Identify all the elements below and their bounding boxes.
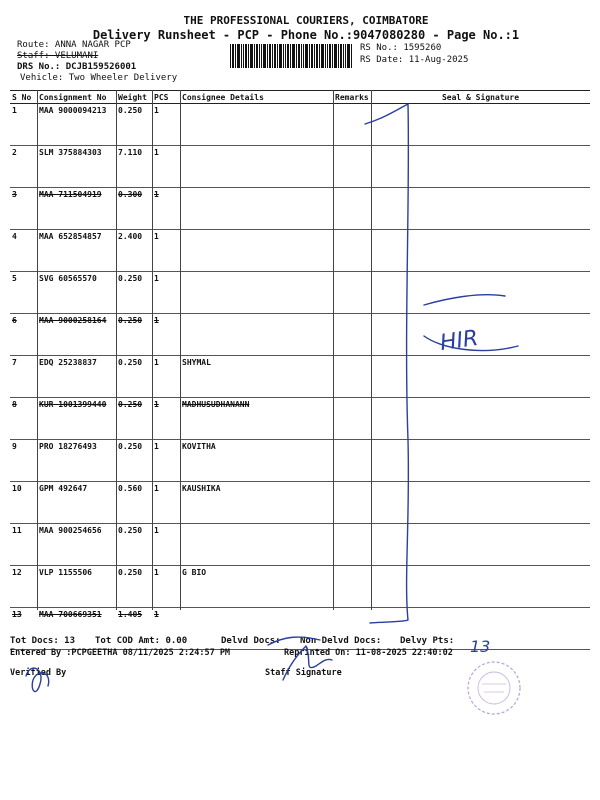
row-weight: 0.250 <box>116 104 152 146</box>
row-weight: 2.400 <box>116 230 152 272</box>
row-sno: 1 <box>10 104 37 146</box>
row-weight: 0.300 <box>116 188 152 230</box>
verified-by: Verified By <box>10 668 67 678</box>
row-consignment-no: MAA 700669351 <box>37 608 116 650</box>
row-pcs: 1 <box>152 104 180 146</box>
verified-signature <box>26 668 49 691</box>
row-weight: 7.110 <box>116 146 152 188</box>
delivery-points: Delvy Pts: <box>400 636 455 646</box>
col-sno: S No <box>10 91 37 104</box>
drs-number: DRS No.: DCJB159526001 <box>17 62 137 72</box>
row-pcs: 1 <box>152 440 180 482</box>
row-weight: 0.250 <box>116 566 152 608</box>
row-consignment-no: VLP 1155506 <box>37 566 116 608</box>
staff: Staff: VELUMANI <box>17 51 99 61</box>
row-sno: 12 <box>10 566 37 608</box>
row-consignment-no: MAA 900254656 <box>37 524 116 566</box>
row-consignment-no: PRO 18276493 <box>37 440 116 482</box>
vehicle: Vehicle: Two Wheeler Delivery <box>20 73 178 83</box>
row-sno: 10 <box>10 482 37 524</box>
row-weight: 0.250 <box>116 272 152 314</box>
rs-number: RS No.: 1595260 <box>360 43 442 53</box>
row-sno: 4 <box>10 230 37 272</box>
col-pcs: PCS <box>152 91 180 104</box>
row-consignee: KOVITHA <box>180 440 333 482</box>
col-seal-signature: Seal & Signature <box>371 91 590 104</box>
row-pcs: 1 <box>152 272 180 314</box>
row-sno: 13 <box>10 608 37 650</box>
delivered-tick-stroke <box>268 637 320 645</box>
row-pcs: 1 <box>152 230 180 272</box>
signature-bracket-stroke <box>365 104 408 623</box>
col-consignment: Consignment No <box>37 91 116 104</box>
row-sno: 5 <box>10 272 37 314</box>
count-handwriting: 13 <box>470 637 491 656</box>
row-consignment-no: GPM 492647 <box>37 482 116 524</box>
row-sno: 3 <box>10 188 37 230</box>
row-sno: 2 <box>10 146 37 188</box>
row-consignment-no: SLM 375884303 <box>37 146 116 188</box>
col-weight: Weight <box>116 91 152 104</box>
non-delivered-docs: Non Delvd Docs: <box>300 636 382 646</box>
company-name: THE PROFESSIONAL COURIERS, COIMBATORE <box>183 14 429 27</box>
row-consignment-no: MAA 9000094213 <box>37 104 116 146</box>
row-pcs: 1 <box>152 314 180 356</box>
row-pcs: 1 <box>152 188 180 230</box>
row-sno: 7 <box>10 356 37 398</box>
row-pcs: 1 <box>152 146 180 188</box>
row-weight: 0.560 <box>116 482 152 524</box>
row-weight: 0.250 <box>116 356 152 398</box>
remark-handwriting: HIR <box>438 325 480 357</box>
row-weight: 0.250 <box>116 524 152 566</box>
row-pcs: 1 <box>152 566 180 608</box>
row-consignee: MADHUSUDHANANN <box>180 398 333 440</box>
delivered-docs: Delvd Docs: <box>221 636 281 646</box>
row-consignee: KAUSHIKA <box>180 482 333 524</box>
rs-date: RS Date: 11-Aug-2025 <box>360 55 469 65</box>
row-sno: 6 <box>10 314 37 356</box>
row-consignment-no: EDQ 25238837 <box>37 356 116 398</box>
row-pcs: 1 <box>152 356 180 398</box>
row-pcs: 1 <box>152 398 180 440</box>
company-stamp-icon <box>468 662 520 714</box>
row-pcs: 1 <box>152 482 180 524</box>
reprinted-on: Reprinted On: 11-08-2025 22:40:02 <box>284 648 453 658</box>
row-sno: 11 <box>10 524 37 566</box>
col-remarks: Remarks <box>333 91 371 104</box>
row-consignment-no: SVG 60565570 <box>37 272 116 314</box>
col-consignee: Consignee Details <box>180 91 333 104</box>
row-consignment-no: MAA 652854857 <box>37 230 116 272</box>
entered-by: Entered By :PCPGEETHA 08/11/2025 2:24:57 PM <box>10 648 231 658</box>
row-consignment-no: MAA 711504919 <box>37 188 116 230</box>
row-pcs: 1 <box>152 608 180 650</box>
row-weight: 1.405 <box>116 608 152 650</box>
row-weight: 0.250 <box>116 440 152 482</box>
runsheet-title: Delivery Runsheet - PCP - Phone No.:9047080280 - Page No.:1 <box>92 28 520 42</box>
row-consignee: SHYMAL <box>180 356 333 398</box>
row-weight: 0.250 <box>116 398 152 440</box>
row-consignment-no: KUR 1001399440 <box>37 398 116 440</box>
route: Route: ANNA NAGAR PCP <box>17 40 131 50</box>
total-cod: Tot COD Amt: 0.00 <box>95 636 188 646</box>
total-docs: Tot Docs: 13 <box>10 636 76 646</box>
row-pcs: 1 <box>152 524 180 566</box>
staff-signature-scrawl <box>283 646 332 680</box>
row-sno: 8 <box>10 398 37 440</box>
row-weight: 0.250 <box>116 314 152 356</box>
row-consignee: G BIO <box>180 566 333 608</box>
staff-signature: Staff Signature <box>265 668 342 678</box>
row-sno: 9 <box>10 440 37 482</box>
row-consignment-no: MAA 9000258164 <box>37 314 116 356</box>
